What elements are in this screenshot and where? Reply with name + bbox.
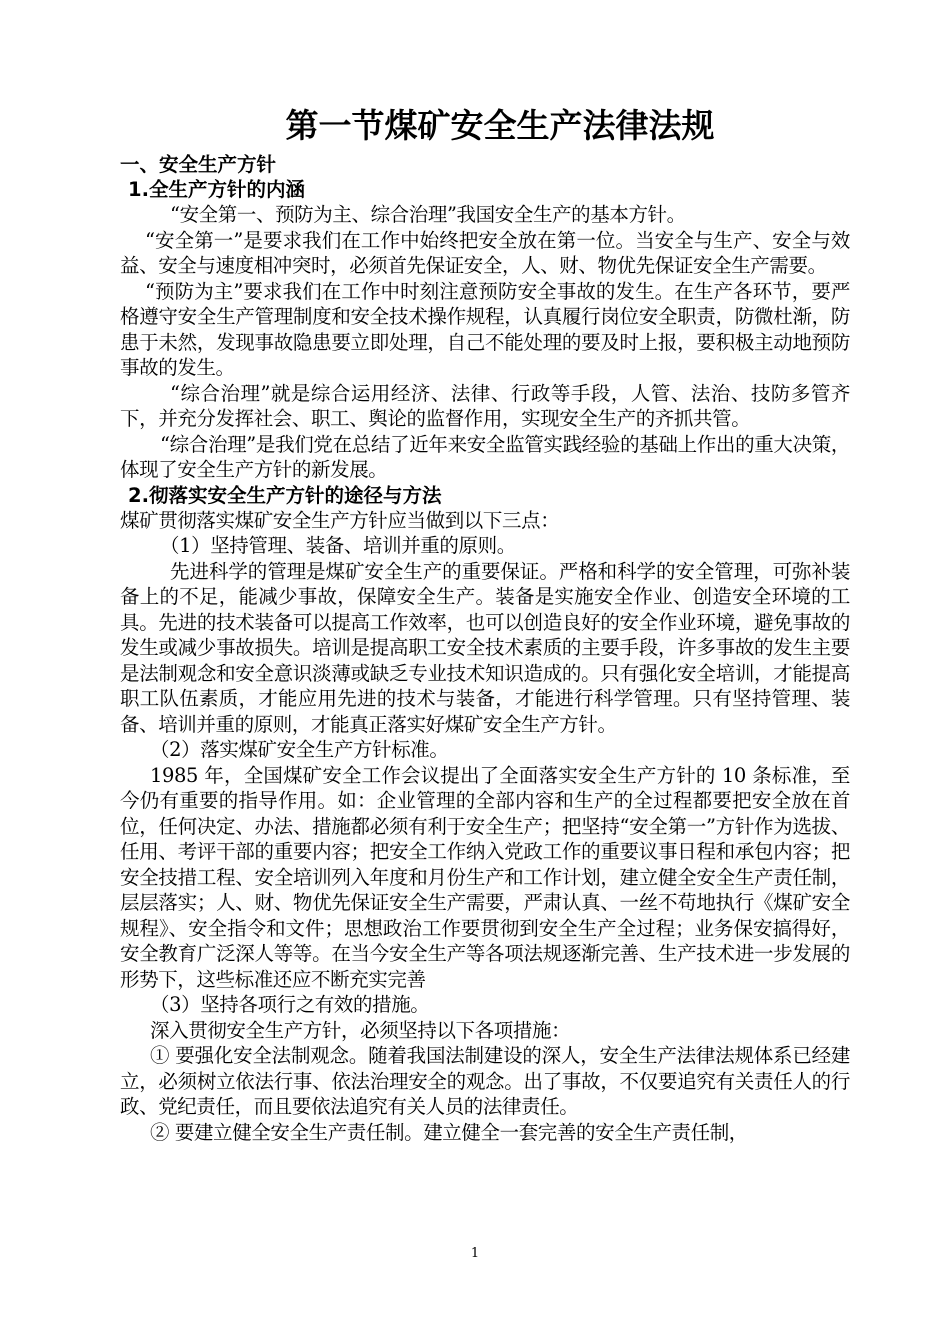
subsection-heading: 1.全生产方针的内涵	[128, 178, 305, 201]
paragraph: 深入贯彻安全生产方针，必须坚持以下各项措施：	[150, 1018, 571, 1042]
document-page	[120, 100, 850, 1145]
paragraph: “预防为主”要求我们在工作中时刻注意预防安全事故的发生。在生产各环节，要严格遵守安全生产管理制度和安全技术操作规程，认真履行岗位安全职责，防微杜渐，防患于未然，发现事故隐患要立即处理，自己不能处理的要及时上报，要积极主动地预防事故的发生。	[120, 279, 850, 379]
paragraph: “安全第一、预防为主、综合治理”我国安全生产的基本方针。	[170, 203, 686, 226]
paragraph: 先进科学的管理是煤矿安全生产的重要保证。严格和科学的安全管理，可弥补装备上的不足，能减少事故，保障安全生产。装备是实施安全作业、创造安全环境的工具。先进的技术装备可以提高工作效率，也可以创造良好的安全作业环境，避免事故的发生或减少事故损失。培训是提高职工安全技术素质的主要手段，许多事故的发生主要是法制观念和安全意识淡薄或缺乏专业技术知识造成的。只有强化安全培训，才能提高职工队伍素质，才能应用先进的技术与装备，才能进行科学管理。只有坚持管理、装备、培训并重的原则，才能真正落实好煤矿安全生产方针。	[120, 559, 850, 736]
paragraph: “综合治理”就是综合运用经济、法律、行政等手段，人管、法治、技防多管齐下，并充分发挥社会、职工、舆论的监督作用，实现安全生产的齐抓共管。	[120, 381, 850, 430]
list-item: （2）落实煤矿安全生产方针标准。	[150, 738, 449, 761]
paragraph: “安全第一”是要求我们在工作中始终把安全放在第一位。当安全与生产、安全与效益、安全与速度相冲突时，必须首先保证安全，人、财、物优先保证安全生产需要。	[120, 228, 850, 277]
list-item: （3）坚持各项行之有效的措施。	[150, 993, 430, 1016]
paragraph: ① 要强化安全法制观念。随着我国法制建设的深人，安全生产法律法规体系已经建立，必须树立依法行事、依法治理安全的观念。出了事故，不仅要追究有关责任人的行政、党纪责任，而且要依法追究有关人员的法律责任。	[120, 1044, 850, 1118]
paragraph: ② 要建立健全安全生产责任制。建立健全一套完善的安全生产责任制，	[150, 1120, 748, 1144]
list-item: （1）坚持管理、装备、培训并重的原则。	[160, 534, 516, 557]
paragraph: 1985 年，全国煤矿安全工作会议提出了全面落实安全生产方针的 10 条标准，至今仍有重要的指导作用。如：企业管理的全部内容和生产的全过程都要把安全放在首位，任何决定、办法、措施都必须有利于安全生产；把坚持“安全第一”方针作为选拔、任用、考评干部的重要内容；把安全工作纳入党政工作的重要议事日程和承包内容；把安全技措工程、安全培训列入年度和月份生产和工作计划，建立健全安全生产责任制，层层落实；人、财、物优先保证安全生产需要，严肃认真、一丝不苟地执行《煤矿安全规程》、安全指令和文件；思想政治工作要贯彻到安全生产全过程；业务保安搞得好，安全教育广泛深人等等。在当今安全生产等各项法规逐渐完善、生产技术进一步发展的形势下，这些标准还应不断充实完善	[120, 763, 850, 991]
subsection-heading: 2.彻落实安全生产方针的途径与方法	[128, 483, 442, 507]
section-heading: 一、安全生产方针	[120, 153, 277, 176]
paragraph: “综合治理”是我们党在总结了近年来安全监管实践经验的基础上作出的重大决策，体现了安全生产方针的新发展。	[120, 432, 850, 481]
paragraph: 煤矿贯彻落实煤矿安全生产方针应当做到以下三点：	[120, 508, 560, 532]
page-number: 1	[470, 1246, 480, 1261]
document-title: 第一节煤矿安全生产法律法规	[285, 106, 715, 145]
